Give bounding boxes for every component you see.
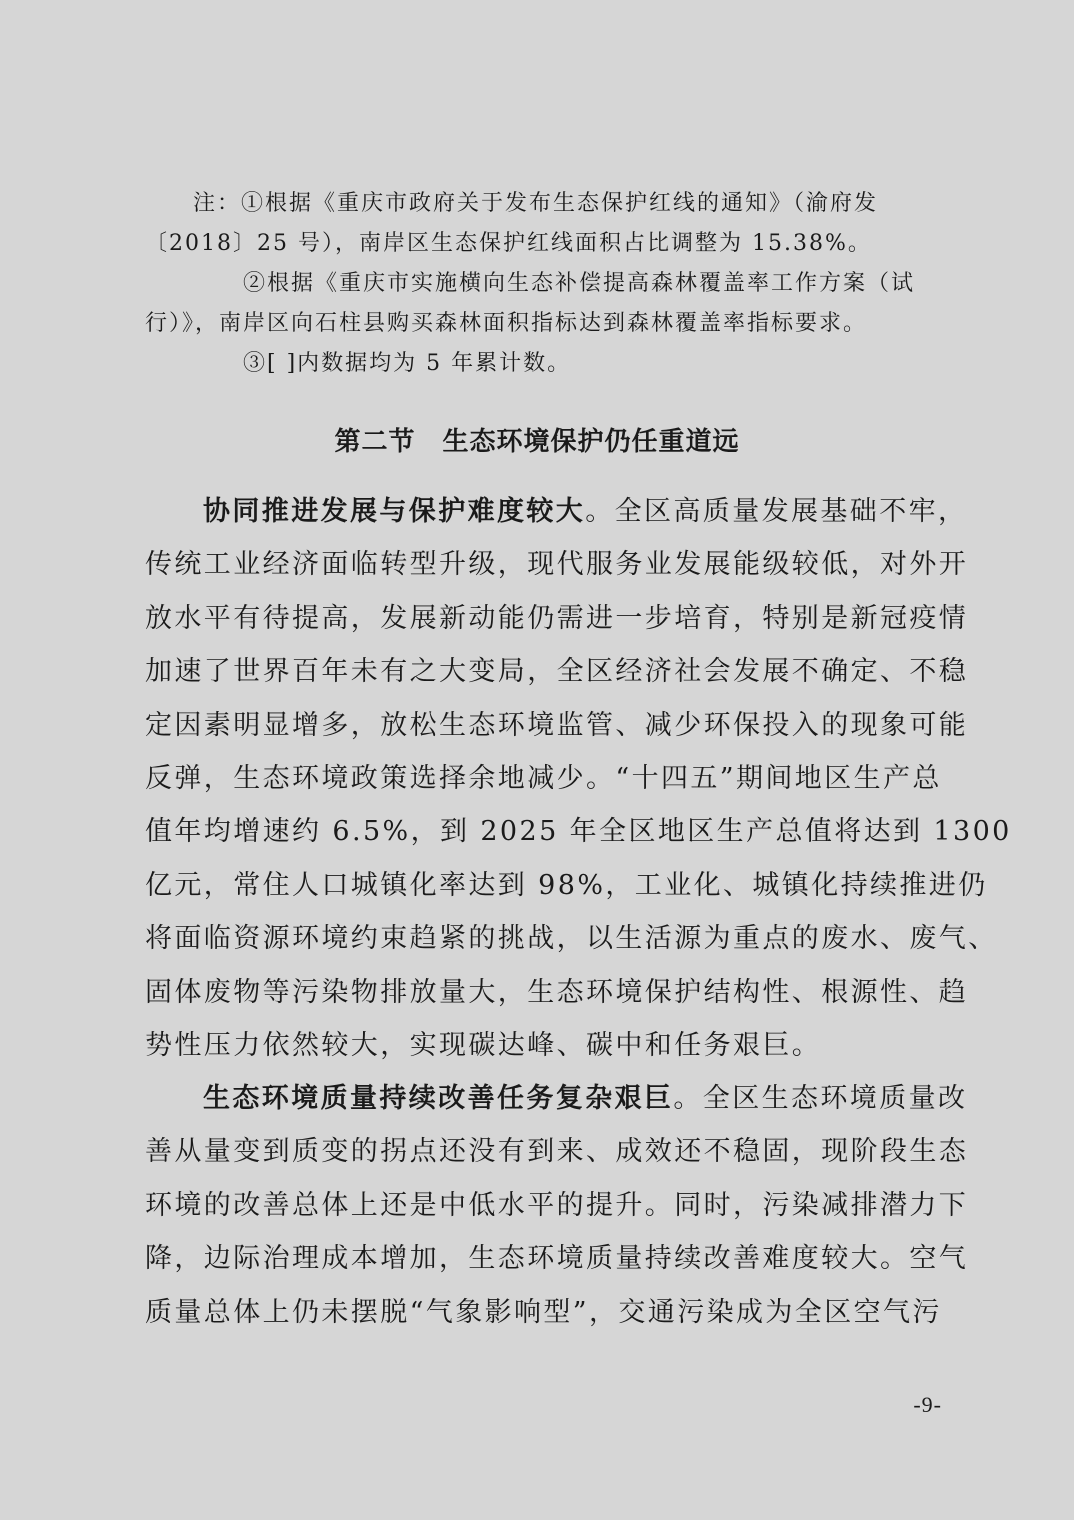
paragraph-1-lead: 协同推进发展与保护难度较大 [203,496,586,527]
note-3-line-1: ③[ ]内数据均为 5 年累计数。 [243,351,572,376]
paragraph-2-line-3: 环境的改善总体上还是中低水平的提升。同时，污染减排潜力下 [145,1189,969,1221]
paragraph-1 [145,485,1012,1072]
paragraph-1-line-5: 定因素明显增多，放松生态环境监管、减少环保投入的现象可能 [145,709,969,741]
paragraph-1-line-7: 值年均增速约 6.5%，到 2025 年全区地区生产总值将达到 1300 [145,816,1012,848]
paragraph-1-line-10: 固体废物等污染物排放量大，生态环境保护结构性、根源性、趋 [145,976,969,1008]
paragraph-2-lead: 生态环境质量持续改善任务复杂艰巨 [203,1083,674,1114]
note-1-line-2: 〔2018〕25 号），南岸区生态保护红线面积占比调整为 15.38%。 [145,231,872,256]
paragraph-1-line-2: 传统工业经济面临转型升级，现代服务业发展能级较低，对外开 [145,549,969,581]
paragraph-1-line-9: 将面临资源环境约束趋紧的挑战，以生活源为重点的废水、废气、 [145,923,998,955]
section-heading: 第二节 生态环境保护仍任重道远 [334,427,740,457]
note-2-line-2: 行）》，南岸区向石柱县购买森林面积指标达到森林覆盖率指标要求。 [145,311,868,336]
paragraph-2-line-1 [145,1072,968,1125]
paragraph-1-line-1 [145,485,968,538]
paragraph-2-line-1-rest: 。全区生态环境质量改 [673,1083,968,1114]
paragraph-2-line-4: 降，边际治理成本增加，生态环境质量持续改善难度较大。空气 [145,1243,969,1275]
paragraph-1-line-11: 势性压力依然较大，实现碳达峰、碳中和任务艰巨。 [145,1029,822,1061]
note-1-line-1: 注：①根据《重庆市政府关于发布生态保护红线的通知》（渝府发 [193,191,879,216]
paragraph-1-line-6: 反弹，生态环境政策选择余地减少。“十四五”期间地区生产总 [145,762,942,794]
paragraph-1-line-4: 加速了世界百年未有之大变局，全区经济社会发展不确定、不稳 [145,656,969,688]
paragraph-2-line-2: 善从量变到质变的拐点还没有到来、成效还不稳固，现阶段生态 [145,1136,969,1168]
paragraph-1-line-8: 亿元，常住人口城镇化率达到 98%，工业化、城镇化持续推进仍 [145,869,988,901]
paragraph-2-line-5: 质量总体上仍未摆脱“气象影响型”，交通污染成为全区空气污 [145,1296,942,1328]
paragraph-2 [145,1072,969,1339]
note-2-line-1: ②根据《重庆市实施横向生态补偿提高森林覆盖率工作方案（试 [243,271,916,296]
paragraph-1-line-3: 放水平有待提高，发展新动能仍需进一步培育，特别是新冠疫情 [145,602,969,634]
page-number: -9- [913,1392,942,1417]
paragraph-1-line-1-rest: 。全区高质量发展基础不牢， [585,496,968,527]
notes-block [145,184,945,384]
